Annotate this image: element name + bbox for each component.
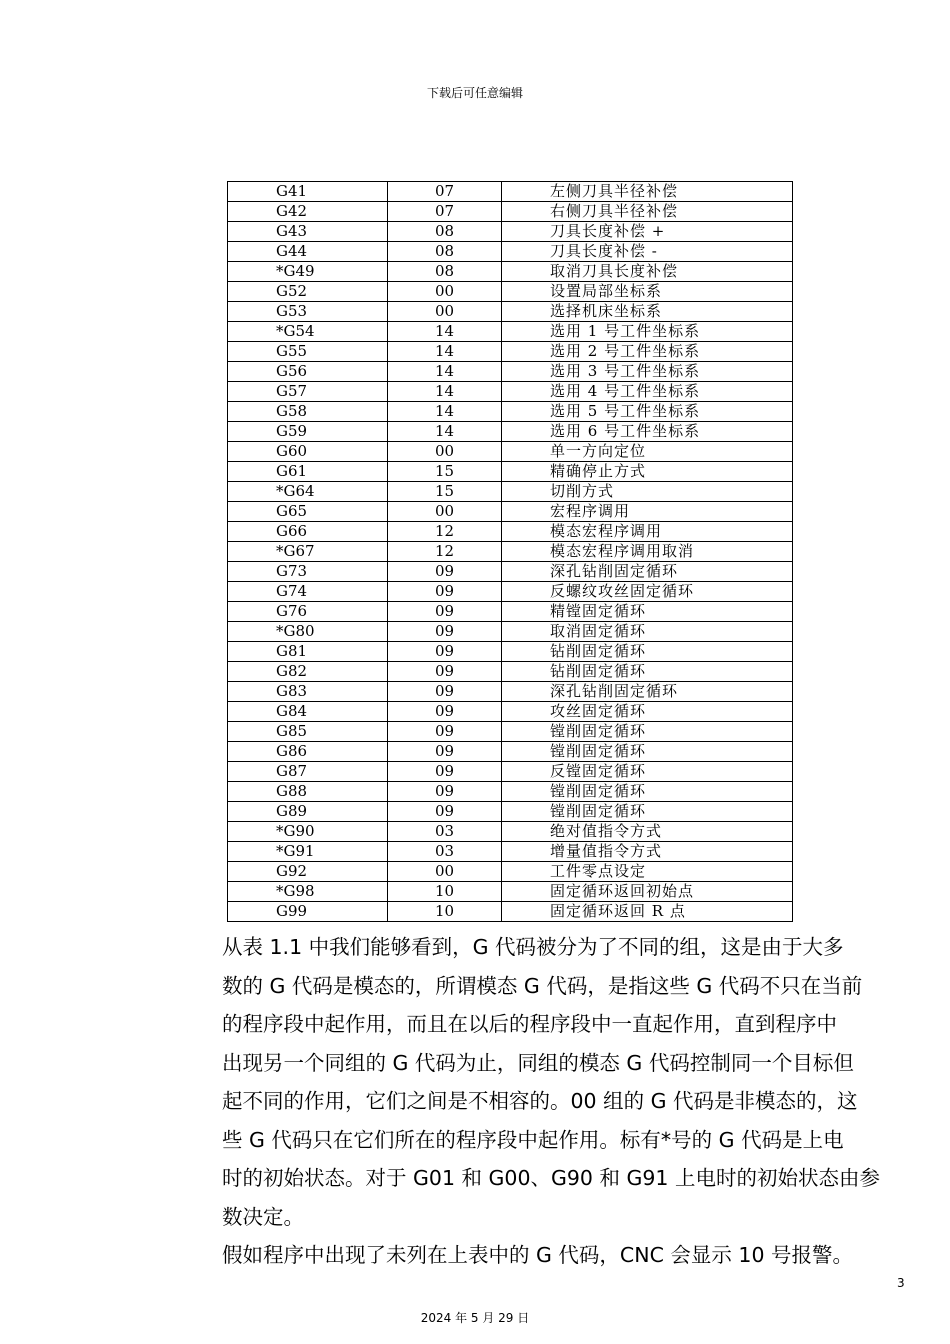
g-code-cell: G73	[228, 562, 388, 582]
function-cell: 模态宏程序调用取消	[502, 542, 793, 562]
g-code-cell: G43	[228, 222, 388, 242]
function-cell: 宏程序调用	[502, 502, 793, 522]
table-row	[228, 262, 793, 282]
table-row	[228, 862, 793, 882]
group-cell: 14	[388, 322, 502, 342]
table-row	[228, 682, 793, 702]
function-cell: 工件零点设定	[502, 862, 793, 882]
table-row	[228, 482, 793, 502]
group-cell: 09	[388, 602, 502, 622]
group-cell: 08	[388, 262, 502, 282]
group-cell: 10	[388, 882, 502, 902]
function-cell: 取消固定循环	[502, 622, 793, 642]
paragraph-line: 些 G 代码只在它们所在的程序段中起作用。标有*号的 G 代码是上电	[222, 1127, 844, 1152]
function-cell: 模态宏程序调用	[502, 522, 793, 542]
function-cell: 镗削固定循环	[502, 742, 793, 762]
g-code-cell: G57	[228, 382, 388, 402]
group-cell: 03	[388, 822, 502, 842]
group-cell: 09	[388, 682, 502, 702]
group-cell: 10	[388, 902, 502, 922]
g-code-cell: G89	[228, 802, 388, 822]
table-row	[228, 602, 793, 622]
g-code-cell: *G54	[228, 322, 388, 342]
group-cell: 07	[388, 202, 502, 222]
g-code-cell: G56	[228, 362, 388, 382]
g-code-cell: *G64	[228, 482, 388, 502]
g-code-cell: G44	[228, 242, 388, 262]
g-code-cell: G66	[228, 522, 388, 542]
table-row	[228, 762, 793, 782]
group-cell: 03	[388, 842, 502, 862]
table-row	[228, 462, 793, 482]
table-row	[228, 802, 793, 822]
function-cell: 刀具长度补偿 -	[502, 242, 793, 262]
paragraph-line: 假如程序中出现了未列在上表中的 G 代码，CNC 会显示 10 号报警。	[222, 1243, 854, 1267]
group-cell: 07	[388, 182, 502, 202]
table-row	[228, 822, 793, 842]
function-cell: 钻削固定循环	[502, 662, 793, 682]
group-cell: 00	[388, 862, 502, 882]
function-cell: 选用 1 号工件坐标系	[502, 322, 793, 342]
table-row	[228, 542, 793, 562]
function-cell: 取消刀具长度补偿	[502, 262, 793, 282]
g-code-cell: G53	[228, 302, 388, 322]
g-code-table	[227, 181, 793, 922]
page-header: 下载后可任意编辑	[426, 86, 523, 100]
table-row	[228, 902, 793, 922]
g-code-cell: G81	[228, 642, 388, 662]
g-code-cell: G52	[228, 282, 388, 302]
table-row	[228, 842, 793, 862]
table-row	[228, 522, 793, 542]
function-cell: 固定循环返回初始点	[502, 882, 793, 902]
g-code-cell: G82	[228, 662, 388, 682]
table-row	[228, 882, 793, 902]
group-cell: 00	[388, 282, 502, 302]
function-cell: 固定循环返回 R 点	[502, 902, 793, 922]
function-cell: 深孔钻削固定循环	[502, 682, 793, 702]
function-cell: 切削方式	[502, 482, 793, 502]
table-row	[228, 502, 793, 522]
function-cell: 选用 6 号工件坐标系	[502, 422, 793, 442]
g-code-cell: G65	[228, 502, 388, 522]
g-code-cell: G61	[228, 462, 388, 482]
group-cell: 08	[388, 222, 502, 242]
table-row	[228, 582, 793, 602]
table-row	[228, 722, 793, 742]
function-cell: 镗削固定循环	[502, 782, 793, 802]
body-paragraph	[222, 928, 912, 1275]
function-cell: 镗削固定循环	[502, 802, 793, 822]
g-code-cell: G74	[228, 582, 388, 602]
group-cell: 09	[388, 622, 502, 642]
g-code-cell: G99	[228, 902, 388, 922]
function-cell: 选用 4 号工件坐标系	[502, 382, 793, 402]
group-cell: 14	[388, 342, 502, 362]
table-row	[228, 782, 793, 802]
function-cell: 选择机床坐标系	[502, 302, 793, 322]
table-row	[228, 222, 793, 242]
page-footer-date: 2024 年 5 月 29 日	[420, 1311, 530, 1325]
function-cell: 增量值指令方式	[502, 842, 793, 862]
table-row	[228, 242, 793, 262]
group-cell: 00	[388, 302, 502, 322]
g-code-cell: G84	[228, 702, 388, 722]
table-row	[228, 742, 793, 762]
g-code-cell: G88	[228, 782, 388, 802]
function-cell: 单一方向定位	[502, 442, 793, 462]
function-cell: 钻削固定循环	[502, 642, 793, 662]
table-row	[228, 662, 793, 682]
g-code-cell: *G80	[228, 622, 388, 642]
function-cell: 刀具长度补偿 +	[502, 222, 793, 242]
g-code-cell: G83	[228, 682, 388, 702]
function-cell: 绝对值指令方式	[502, 822, 793, 842]
g-code-table-body	[228, 182, 793, 922]
table-row	[228, 302, 793, 322]
group-cell: 09	[388, 702, 502, 722]
g-code-cell: G85	[228, 722, 388, 742]
table-row	[228, 362, 793, 382]
function-cell: 精确停止方式	[502, 462, 793, 482]
group-cell: 14	[388, 362, 502, 382]
group-cell: 00	[388, 502, 502, 522]
g-code-cell: *G90	[228, 822, 388, 842]
function-cell: 镗削固定循环	[502, 722, 793, 742]
g-code-cell: G86	[228, 742, 388, 762]
g-code-cell: G58	[228, 402, 388, 422]
g-code-cell: *G91	[228, 842, 388, 862]
function-cell: 左侧刀具半径补偿	[502, 182, 793, 202]
group-cell: 00	[388, 442, 502, 462]
group-cell: 12	[388, 522, 502, 542]
group-cell: 09	[388, 742, 502, 762]
table-row	[228, 442, 793, 462]
paragraph-line: 数决定。	[222, 1204, 304, 1229]
g-code-cell: *G49	[228, 262, 388, 282]
paragraph-line: 数的 G 代码是模态的，所谓模态 G 代码，是指这些 G 代码不只在当前	[222, 973, 863, 998]
group-cell: 14	[388, 402, 502, 422]
group-cell: 15	[388, 462, 502, 482]
function-cell: 设置局部坐标系	[502, 282, 793, 302]
function-cell: 攻丝固定循环	[502, 702, 793, 722]
paragraph-line: 起不同的作用，它们之间是不相容的。00 组的 G 代码是非模态的，这	[222, 1089, 858, 1113]
table-row	[228, 182, 793, 202]
g-code-cell: G55	[228, 342, 388, 362]
table-row	[228, 282, 793, 302]
function-cell: 选用 2 号工件坐标系	[502, 342, 793, 362]
group-cell: 15	[388, 482, 502, 502]
paragraph-line: 的程序段中起作用，而且在以后的程序段中一直起作用，直到程序中	[222, 1012, 837, 1036]
paragraph-line: 从表 1.1 中我们能够看到，G 代码被分为了不同的组，这是由于大多	[222, 935, 844, 959]
group-cell: 09	[388, 782, 502, 802]
g-code-cell: G42	[228, 202, 388, 222]
table-row	[228, 702, 793, 722]
table-row	[228, 382, 793, 402]
table-row	[228, 202, 793, 222]
table-row	[228, 402, 793, 422]
function-cell: 右侧刀具半径补偿	[502, 202, 793, 222]
g-code-cell: G76	[228, 602, 388, 622]
group-cell: 09	[388, 562, 502, 582]
group-cell: 09	[388, 662, 502, 682]
table-row	[228, 422, 793, 442]
group-cell: 09	[388, 642, 502, 662]
page-number: 3	[897, 1276, 905, 1290]
g-code-cell: G92	[228, 862, 388, 882]
group-cell: 12	[388, 542, 502, 562]
g-code-cell: G87	[228, 762, 388, 782]
group-cell: 14	[388, 422, 502, 442]
function-cell: 选用 5 号工件坐标系	[502, 402, 793, 422]
paragraph-line: 时的初始状态。对于 G01 和 G00、G90 和 G91 上电时的初始状态由参	[222, 1166, 880, 1190]
group-cell: 09	[388, 582, 502, 602]
table-row	[228, 622, 793, 642]
g-code-cell: G59	[228, 422, 388, 442]
table-row	[228, 322, 793, 342]
g-code-cell: G41	[228, 182, 388, 202]
function-cell: 反螺纹攻丝固定循环	[502, 582, 793, 602]
function-cell: 深孔钻削固定循环	[502, 562, 793, 582]
function-cell: 精镗固定循环	[502, 602, 793, 622]
g-code-cell: *G67	[228, 542, 388, 562]
function-cell: 选用 3 号工件坐标系	[502, 362, 793, 382]
group-cell: 09	[388, 802, 502, 822]
function-cell: 反镗固定循环	[502, 762, 793, 782]
group-cell: 14	[388, 382, 502, 402]
paragraph-line: 出现另一个同组的 G 代码为止，同组的模态 G 代码控制同一个目标但	[222, 1050, 854, 1075]
group-cell: 09	[388, 762, 502, 782]
table-row	[228, 342, 793, 362]
group-cell: 08	[388, 242, 502, 262]
g-code-cell: *G98	[228, 882, 388, 902]
group-cell: 09	[388, 722, 502, 742]
g-code-cell: G60	[228, 442, 388, 462]
table-row	[228, 642, 793, 662]
table-row	[228, 562, 793, 582]
